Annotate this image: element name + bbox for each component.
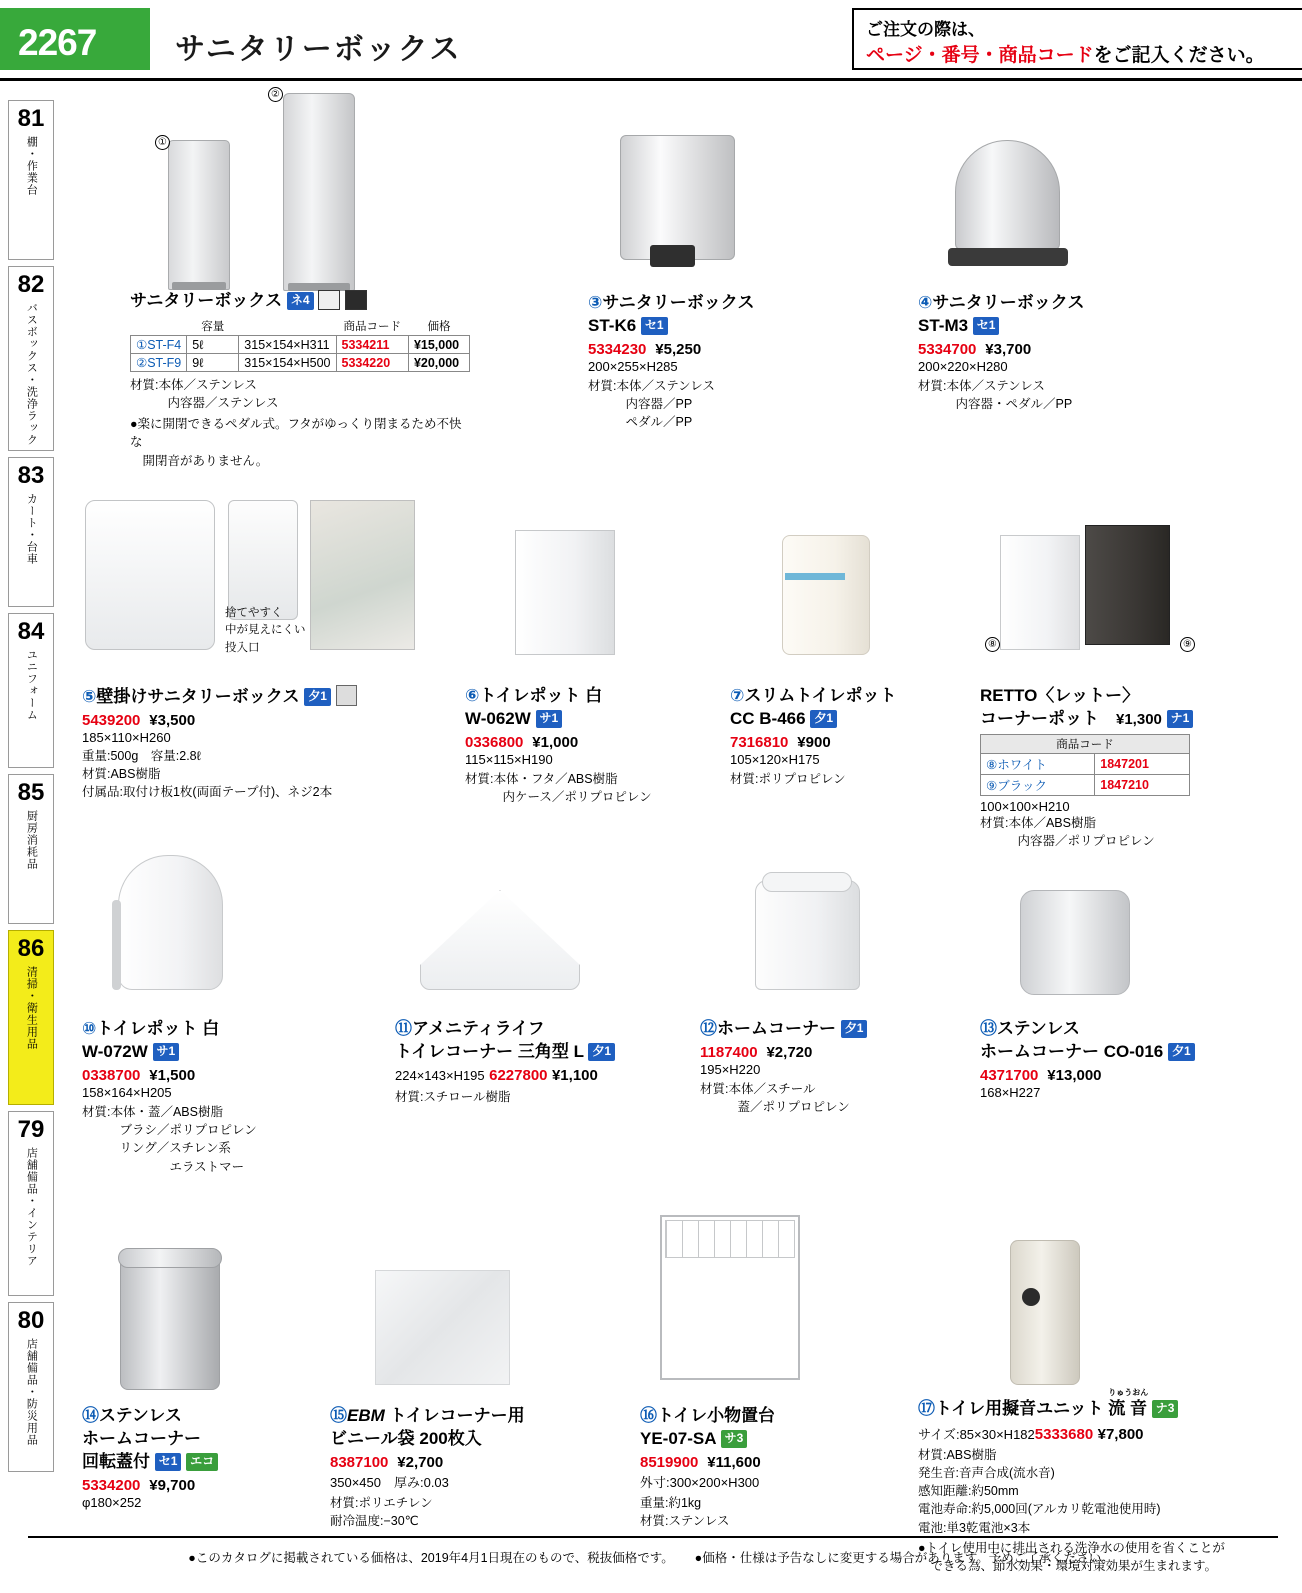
product-image-ryuon [1010, 1240, 1080, 1385]
sidebar-num: 80 [17, 1307, 45, 1334]
sidebar-item-83[interactable] [8, 457, 54, 607]
badge-sa1: サ1 [153, 1043, 180, 1061]
product-1-block [130, 290, 470, 470]
category-index-tabs [8, 100, 60, 1478]
sidebar-num: 82 [17, 271, 45, 298]
sidebar-label: 店舗備品・インテリア [25, 1147, 38, 1267]
product-14-title: ⑭ステンレス [82, 1406, 182, 1425]
badge-ta1: 夕1 [588, 1043, 615, 1061]
product-10-model: W-072W サ1 [82, 1041, 342, 1063]
product-13-title: ⑬ステンレス [980, 1019, 1080, 1038]
product-15-dim: 350×450 厚み:0.03 [330, 1475, 449, 1491]
product-8-spec: 材質:本体／ABS樹脂 内容器／ポリプロピレン [980, 816, 1155, 849]
product-13-title2: ホームコーナー CO-016 夕1 [980, 1041, 1280, 1063]
sidebar-item-86[interactable] [8, 930, 54, 1105]
product-8-block [980, 685, 1280, 850]
product-15-title: ⑮EBM トイレコーナー用 [330, 1406, 525, 1425]
product-15-price-row: 8387100 ¥2,700 [330, 1454, 444, 1472]
product-5-block [82, 685, 422, 801]
table-row: ①ST-F4 5ℓ 315×154×H311 5334211 ¥15,000 [131, 336, 470, 354]
product-10-price-row: 0338700 ¥1,500 [82, 1067, 196, 1085]
product-image-wall-sanitary [85, 500, 215, 650]
sidebar-label: 店舗備品・防災用品 [25, 1338, 38, 1446]
sidebar-num: 81 [17, 105, 45, 132]
page-header [0, 0, 1302, 80]
product-6-block [465, 685, 715, 806]
th-price: 価格 [427, 321, 451, 334]
product-image-triangle-corner [420, 890, 580, 990]
badge-na1: ナ1 [1167, 710, 1194, 728]
sidebar-item-80[interactable] [8, 1302, 54, 1472]
product-brush-w-072w [112, 900, 121, 990]
table-row: ⑧ホワイト 1847201 [981, 754, 1190, 775]
product-7-title: ⑦スリムトイレポット [730, 686, 897, 705]
product-12-block [700, 1018, 960, 1116]
product-12-spec: 材質:本体／スチール 蓋／ポリプロピレン [700, 1082, 850, 1115]
sidebar-label: 棚・作業台 [25, 136, 38, 196]
product-17-price-row: サイズ:85×30×H1825333680 ¥7,800 [918, 1426, 1144, 1444]
sidebar-num: 84 [17, 618, 45, 645]
product-11-block [395, 1018, 695, 1106]
figure-number-2: ② [268, 85, 283, 102]
product-12-dim: 195×H220 [700, 1062, 761, 1078]
product-12-price-row: 1187400 ¥2,720 [700, 1044, 813, 1062]
sidebar-num: 86 [17, 935, 45, 962]
product-image-rotating-lid [120, 1255, 220, 1390]
product-image-st-k6 [620, 135, 735, 260]
sidebar-num: 79 [17, 1116, 45, 1143]
product-14-dim: φ180×252 [82, 1495, 142, 1511]
product-3-title: ③サニタリーボックス [588, 293, 755, 312]
product-image-w-072w [118, 855, 223, 990]
product-13-price-row: 4371700 ¥13,000 [980, 1067, 1102, 1085]
product-lid-home-corner [762, 872, 852, 892]
product-image-co-016 [1020, 890, 1130, 995]
sidebar-label: 清掃・衛生用品 [25, 966, 38, 1050]
product-image-home-corner [755, 880, 860, 990]
product-5-caption: 捨てやすく 中が見えにくい 投入口 [225, 607, 306, 654]
product-base-st-m3 [948, 248, 1068, 266]
badge-ta1: 夕1 [1168, 1043, 1195, 1061]
sidebar-item-84[interactable] [8, 613, 54, 768]
page-number: 2267 [18, 22, 97, 63]
badge-ta1: 夕1 [304, 688, 331, 706]
table-row: ⑨ブラック 1847210 [981, 775, 1190, 796]
product-14-block [82, 1405, 332, 1510]
product-17-spec: 材質:ABS樹脂 発生音:音声合成(流水音) 感知距離:約50mm 電池寿命:約5,000回(アルカリ乾電池使用時) 電池:単3乾電池×3本 [918, 1448, 1161, 1535]
product-17-title: ⑰トイレ用擬音ユニット りゅうおん 流 音 ナ3 [918, 1398, 1258, 1420]
product-3-price-row: 5334230 ¥5,250 [588, 341, 702, 359]
sidebar-num: 83 [17, 462, 45, 489]
product-8-title2: コーナーポット ¥1,300 ナ1 [980, 708, 1280, 730]
product-10-spec: 材質:本体・蓋／ABS樹脂 ブラシ／ポリプロピレン リング／スチレン系 エラストマー [82, 1105, 257, 1174]
product-14-title3: 回転蓋付 セ1 エコ [82, 1451, 332, 1473]
product-16-spec: 重量:約1kg 材質:ステンレス [640, 1496, 730, 1529]
photo-icon [318, 290, 340, 310]
product-4-model: ST-M3 セ1 [918, 315, 1198, 337]
product-1-spec: 材質:本体／ステンレス 内容器／ステンレス [130, 378, 279, 411]
product-4-dim: 200×220×H280 [918, 359, 1008, 375]
product-14-price-row: 5334200 ¥9,700 [82, 1477, 196, 1495]
product-6-model: W-062W サ1 [465, 708, 715, 730]
product-lid-rotating [118, 1248, 222, 1268]
sidebar-item-79[interactable] [8, 1111, 54, 1296]
product-3-model: ST-K6 セ1 [588, 315, 868, 337]
product-4-price-row: 5334700 ¥3,700 [918, 341, 1032, 359]
product-10-block [82, 1018, 342, 1176]
product-8-dim: 100×100×H210 [980, 799, 1070, 815]
sidebar-num: 85 [17, 779, 45, 806]
product-1-note: ●楽に開閉できるペダル式。フタがゆっくり閉まるため不快な 開閉音がありません。 [130, 417, 462, 468]
figure-number-9: ⑨ [1180, 635, 1195, 652]
product-16-block [640, 1405, 920, 1530]
badge-sa3: サ3 [721, 1430, 748, 1448]
footer-divider [28, 1536, 1278, 1538]
product-17-note: ●トイレ使用中に排出される洗浄水の使用を省くことが できる為、節水効果・環境対策効果が生まれます。 [918, 1540, 1225, 1573]
product-7-block [730, 685, 980, 788]
product-6-title: ⑥トイレポット 白 [465, 686, 603, 705]
wall-mount-icon [336, 685, 357, 706]
product-4-spec: 材質:本体／ステンレス 内容器・ペダル／PP [918, 379, 1073, 412]
th-code: 商品コード [343, 321, 401, 334]
product-5-dim: 185×110×H260 [82, 730, 171, 746]
product-7-spec: 材質:ポリプロピレン [730, 772, 846, 787]
product-15-block [330, 1405, 630, 1530]
product-13-block [980, 1018, 1280, 1100]
size-icon [345, 290, 367, 310]
product-1-title: サニタリーボックス ネ4 [130, 290, 470, 312]
badge-se1: セ1 [973, 317, 1000, 335]
badge-ta1: 夕1 [810, 710, 837, 728]
footer-right: ●価格・仕様は予告なしに変更する場合があります。予めご了承ください。 [694, 1551, 1114, 1565]
product-5-spec: 重量:500g 容量:2.8ℓ 材質:ABS樹脂 付属品:取付け板1枚(両面テープ付)、ネジ2本 [82, 749, 333, 800]
sidebar-label: カート・台車 [25, 493, 38, 565]
product-7-dim: 105×120×H175 [730, 752, 820, 768]
order-note-box [852, 8, 1302, 70]
brand-ebm: EBM [347, 1406, 385, 1425]
order-note-line2 [866, 40, 1265, 67]
product-image-ccb466 [782, 535, 870, 655]
header-divider [0, 78, 1302, 81]
product-8-table [980, 734, 1190, 796]
badge-se1: セ1 [641, 317, 668, 335]
product-6-price-row: 0336800 ¥1,000 [465, 734, 579, 752]
product-15-spec: 材質:ポリエチレン 耐冷温度:−30℃ [330, 1496, 433, 1529]
product-image-st-f4 [168, 140, 230, 290]
th-code: 商品コード [981, 735, 1190, 754]
product-8-title: RETTO〈レットー〉 [980, 686, 1140, 705]
order-note-highlight: ページ・番号・商品コード [866, 45, 1094, 66]
product-16-price-row: 8519900 ¥11,600 [640, 1454, 761, 1472]
page-title: サニタリーボックス [175, 33, 462, 66]
product-photo-toilet-scene [310, 500, 415, 650]
product-13-dim: 168×H227 [980, 1085, 1041, 1101]
product-11-title2: トイレコーナー 三角型 L 夕1 [395, 1041, 695, 1063]
footer-left: ●このカタログに掲載されている価格は、2019年4月1日現在のもので、税抜価格です。 [188, 1551, 674, 1565]
product-11-title: ⑪アメニティライフ [395, 1019, 545, 1038]
order-note-rest: をご記入ください。 [1093, 45, 1265, 66]
badge-na3: ナ3 [1152, 1400, 1179, 1418]
product-11-dim-row: 224×143×H195 6227800 ¥1,100 [395, 1067, 598, 1085]
product-lid-ccb466 [785, 573, 845, 580]
product-image-retto-white [1000, 535, 1080, 650]
sensor-icon [1022, 1288, 1040, 1306]
footer [0, 1548, 1302, 1566]
product-7-model: CC B-466 夕1 [730, 708, 980, 730]
product-image-st-m3 [955, 140, 1060, 250]
figure-number-1: ① [155, 133, 170, 150]
sidebar-item-82[interactable] [8, 266, 54, 451]
product-16-model: YE-07-SA サ3 [640, 1428, 920, 1450]
sidebar-label: バスボックス・洗浄ラック [25, 302, 38, 446]
sidebar-label: ユニフォーム [25, 649, 38, 721]
badge-se1: セ1 [155, 1453, 182, 1471]
product-6-spec: 材質:本体・フタ／ABS樹脂 内ケース／ポリプロピレン [465, 772, 652, 805]
product-image-w-062w [515, 530, 615, 655]
table-row: ②ST-F9 9ℓ 315×154×H500 5334220 ¥20,000 [131, 354, 470, 372]
product-12-title: ⑫ホームコーナー 夕1 [700, 1018, 960, 1040]
product-shelf-grid [665, 1220, 795, 1258]
product-6-dim: 115×115×H190 [465, 752, 553, 768]
product-image-wall-sanitary-side [228, 500, 298, 620]
order-note-line1: ご注文の際は、 [866, 20, 985, 39]
product-3-block [588, 292, 868, 432]
product-16-dim: 外寸:300×200×H300 [640, 1475, 760, 1491]
product-1-table [130, 317, 470, 372]
badge-ta1: 夕1 [841, 1020, 868, 1038]
sidebar-item-81[interactable] [8, 100, 54, 260]
sidebar-item-85[interactable] [8, 774, 54, 924]
eco-icon: エコ [186, 1453, 218, 1471]
product-7-price-row: 7316810 ¥900 [730, 734, 831, 752]
product-14-title2: ホームコーナー [82, 1429, 201, 1449]
product-pedal-st-k6 [650, 245, 695, 267]
th-capacity: 容量 [201, 321, 225, 334]
badge-sa1: サ1 [536, 710, 563, 728]
product-4-block [918, 292, 1198, 413]
sidebar-label: 厨房消耗品 [25, 810, 38, 870]
product-3-dim: 200×255×H285 [588, 359, 678, 375]
product-10-title: ⑩トイレポット 白 [82, 1019, 220, 1038]
product-image-vinyl-bag [375, 1270, 510, 1385]
ruby-text: りゅうおん [1108, 1388, 1149, 1397]
product-5-price-row: 5439200 ¥3,500 [82, 712, 196, 730]
product-4-title: ④サニタリーボックス [918, 293, 1085, 312]
product-16-title: ⑯トイレ小物置台 [640, 1406, 776, 1425]
product-image-st-f9 [283, 93, 355, 291]
product-10-dim: 158×164×H205 [82, 1085, 172, 1101]
badge-ne4: ネ4 [287, 292, 314, 310]
product-11-spec: 材質:スチロール樹脂 [395, 1090, 511, 1105]
product-pedal-st-f4 [172, 282, 226, 290]
product-image-retto-black [1085, 525, 1170, 645]
product-3-spec: 材質:本体／ステンレス 内容器／PP ペダル／PP [588, 379, 715, 430]
figure-number-8: ⑧ [985, 635, 1000, 652]
product-5-title: ⑤壁掛けサニタリーボックス 夕1 [82, 685, 422, 708]
product-15-title2: ビニール袋 200枚入 [330, 1429, 482, 1449]
